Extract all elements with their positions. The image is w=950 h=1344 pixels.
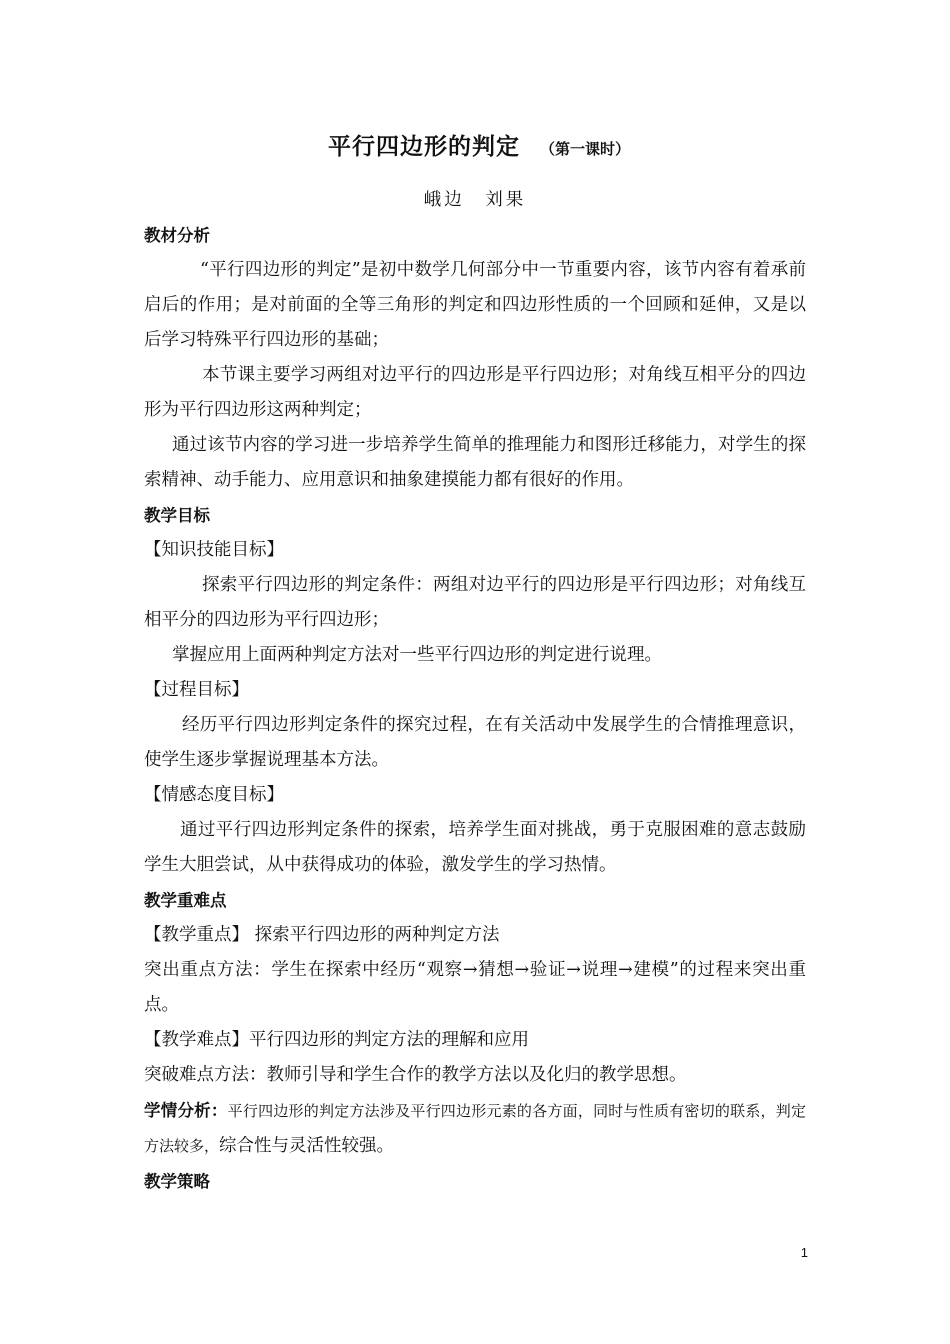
situation-text-rest: 综合性与灵活性较强。 (219, 1136, 395, 1156)
difficulty-text: 平行四边形的判定方法的理解和应用 (249, 1030, 529, 1050)
situation-paragraph (144, 1093, 806, 1164)
process-paragraph-1: 经历平行四边形判定条件的探究过程，在有关活动中发展学生的合情推理意识，使学生逐步掌握说理基本方法。 (144, 715, 806, 770)
analysis-paragraph-1: “平行四边形的判定”是初中数学几何部分中一节重要内容，该节内容有着承前启后的作用；是对前面的全等三角形的判定和四边形性质的一个回顾和延伸，又是以后学习特殊平行四边形的基础； (144, 260, 806, 350)
analysis-paragraph-2: 本节课主要学习两组对边平行的四边形是平行四边形；对角线互相平分的四边形为平行四边形这两种判定； (144, 365, 806, 420)
knowledge-paragraph-2: 掌握应用上面两种判定方法对一些平行四边形的判定进行说理。 (172, 645, 662, 665)
heading-goals: 教学目标 (144, 506, 210, 525)
knowledge-paragraph-1: 探索平行四边形的判定条件：两组对边平行的四边形是平行四边形；对角线互相平分的四边形为平行四边形； (144, 575, 806, 630)
analysis-paragraph-3: 通过该节内容的学习进一步培养学生简单的推理能力和图形迁移能力，对学生的探索精神、动手能力、应用意识和抽象建摸能力都有很好的作用。 (144, 435, 806, 490)
page-title: 平行四边形的判定 (327, 134, 520, 160)
difficulty-method: 突破难点方法：教师引导和学生合作的教学方法以及化归的教学思想。 (144, 1065, 687, 1085)
key-point-text: 探索平行四边形的两种判定方法 (249, 925, 500, 945)
emotion-paragraph-1: 通过平行四边形判定条件的探索，培养学生面对挑战，勇于克服困难的意志鼓励学生大胆尝试，从中获得成功的体验，激发学生的学习热情。 (144, 820, 806, 875)
label-knowledge-goals: 【知识技能目标】 (144, 540, 284, 560)
situation-text-small: 平行四边形的判定方法涉及平行四边形元素的各方面，同时与性质有密切的联系，判定方法较多， (144, 1102, 806, 1155)
key-point-line (144, 918, 806, 953)
page-number: 1 (800, 1245, 808, 1260)
heading-situation: 学情分析： (144, 1101, 228, 1120)
heading-analysis: 教材分析 (144, 226, 210, 245)
author-line: 峨边 刘果 (423, 190, 527, 210)
heading-keypoints: 教学重难点 (144, 891, 227, 910)
key-point-method: 突出重点方法：学生在探索中经历“观察→猜想→验证→说理→建模”的过程来突出重点。 (144, 960, 806, 1015)
page-subtitle: （第一课时） (539, 140, 630, 158)
title-row (152, 128, 806, 166)
difficulty-line (144, 1023, 806, 1058)
label-emotion-goals: 【情感态度目标】 (144, 785, 284, 805)
label-process-goals: 【过程目标】 (144, 680, 249, 700)
label-difficulty: 【教学难点】 (144, 1030, 249, 1050)
label-key-point: 【教学重点】 (144, 925, 249, 945)
heading-strategy: 教学策略 (144, 1172, 210, 1191)
